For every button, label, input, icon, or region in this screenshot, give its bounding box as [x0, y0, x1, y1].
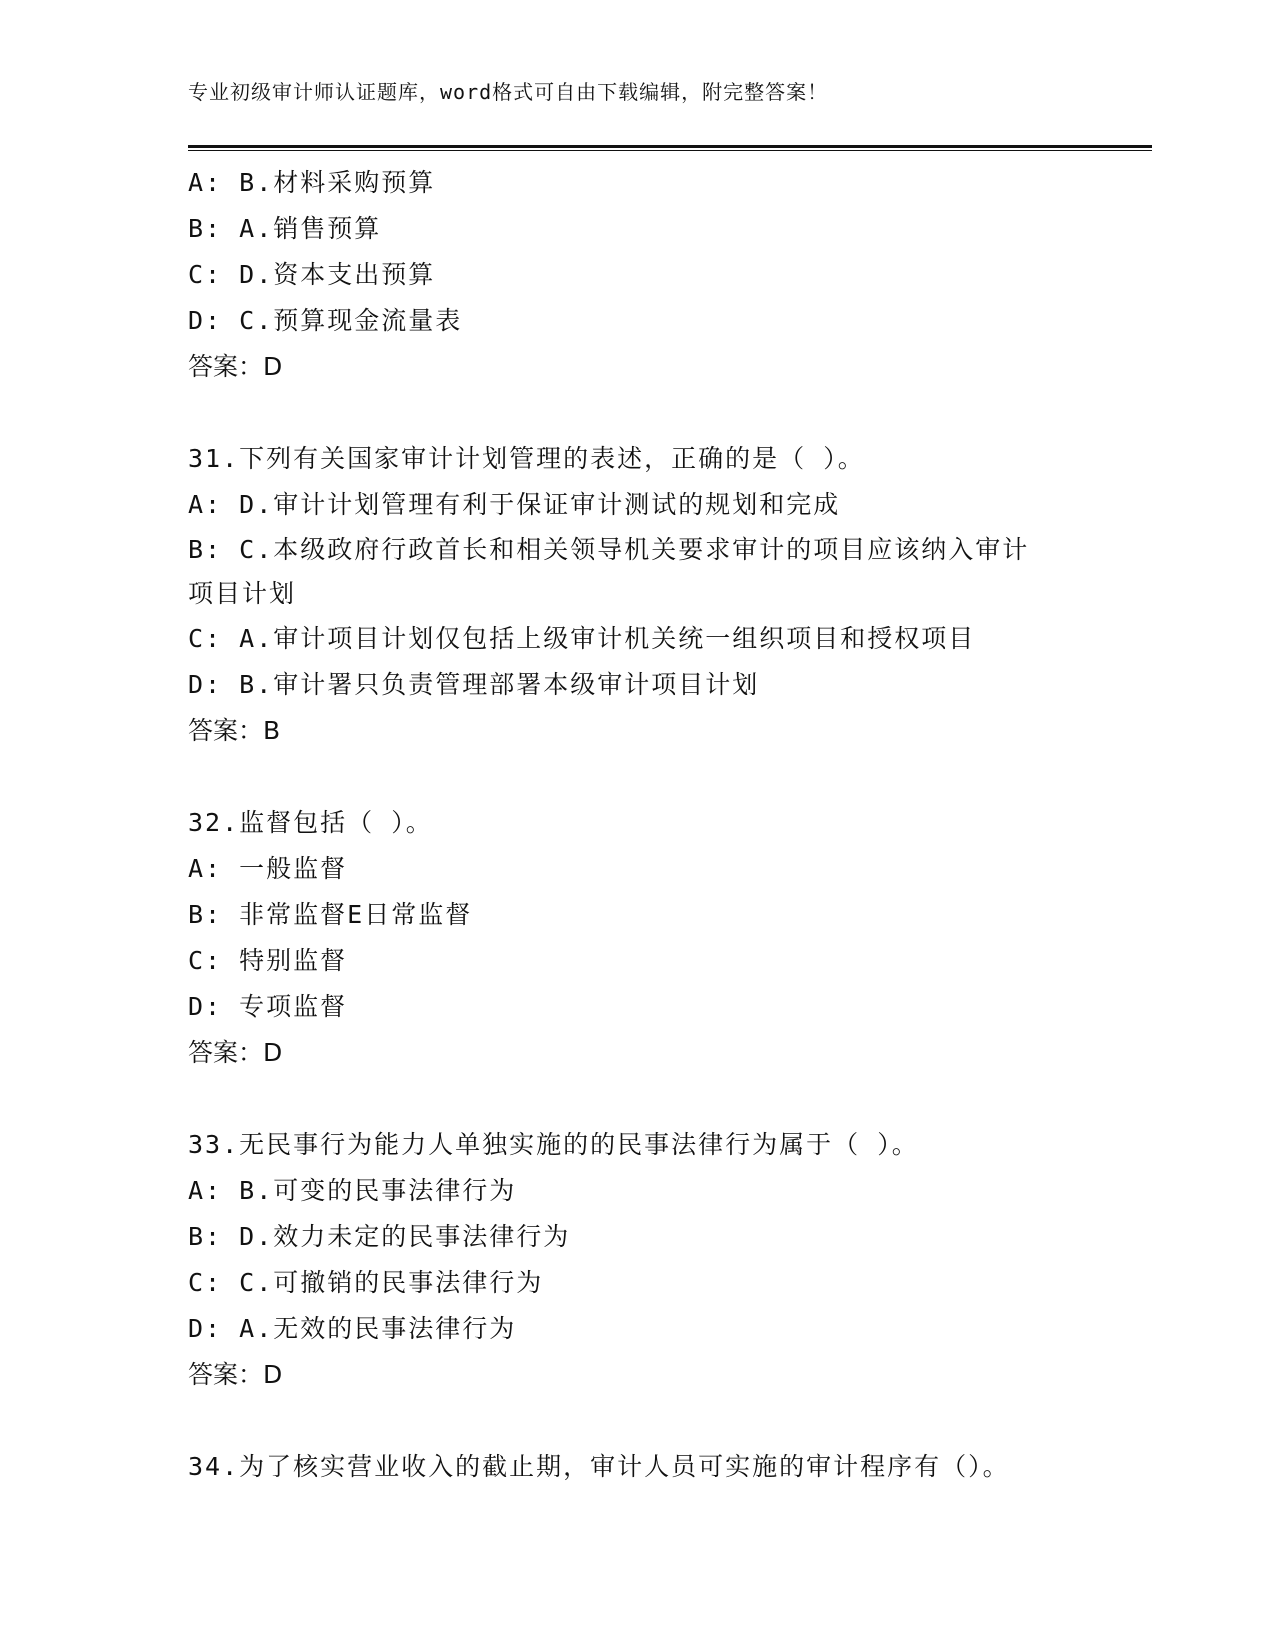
question-33: 33.无民事行为能力人单独实施的的民事法律行为属于（ ）。	[188, 1130, 919, 1159]
option-a: A: 一般监督	[188, 854, 348, 883]
header-divider	[188, 145, 1152, 148]
option-d: D: 专项监督	[188, 992, 348, 1021]
answer-line: 答案：D	[188, 1038, 283, 1067]
option-a: A: B.材料采购预算	[188, 168, 436, 197]
option-c: C: C.可撤销的民事法律行为	[188, 1268, 544, 1297]
spacer	[188, 390, 1088, 436]
option-d: D: A.无效的民事法律行为	[188, 1314, 517, 1343]
option-b: B: A.销售预算	[188, 214, 382, 243]
spacer	[188, 1076, 1088, 1122]
answer-line: 答案：D	[188, 352, 283, 381]
page-header: 专业初级审计师认证题库，word格式可自由下载编辑，附完整答案！	[188, 80, 829, 104]
answer-line: 答案：B	[188, 716, 281, 745]
option-c: C: D.资本支出预算	[188, 260, 436, 289]
option-c: C: A.审计项目计划仅包括上级审计机关统一组织项目和授权项目	[188, 624, 976, 653]
option-d: D: B.审计署只负责管理部署本级审计项目计划	[188, 670, 760, 699]
question-content	[188, 160, 1088, 1490]
option-b: B: 非常监督E日常监督	[188, 900, 473, 929]
option-c: C: 特别监督	[188, 946, 348, 975]
option-a: A: D.审计计划管理有利于保证审计测试的规划和完成	[188, 490, 841, 519]
spacer	[188, 754, 1088, 800]
answer-line: 答案：D	[188, 1360, 283, 1389]
question-32: 32.监督包括（ ）。	[188, 808, 433, 837]
option-d: D: C.预算现金流量表	[188, 306, 463, 335]
question-31: 31.下列有关国家审计计划管理的表述，正确的是（ ）。	[188, 444, 865, 473]
option-b: B: D.效力未定的民事法律行为	[188, 1222, 571, 1251]
spacer	[188, 1398, 1088, 1444]
header-divider-thin	[188, 150, 1152, 151]
question-34: 34.为了核实营业收入的截止期，审计人员可实施的审计程序有（）。	[188, 1452, 1010, 1481]
option-b: B: C.本级政府行政首长和相关领导机关要求审计的项目应该纳入审计项目计划	[188, 535, 1030, 608]
option-a: A: B.可变的民事法律行为	[188, 1176, 517, 1205]
